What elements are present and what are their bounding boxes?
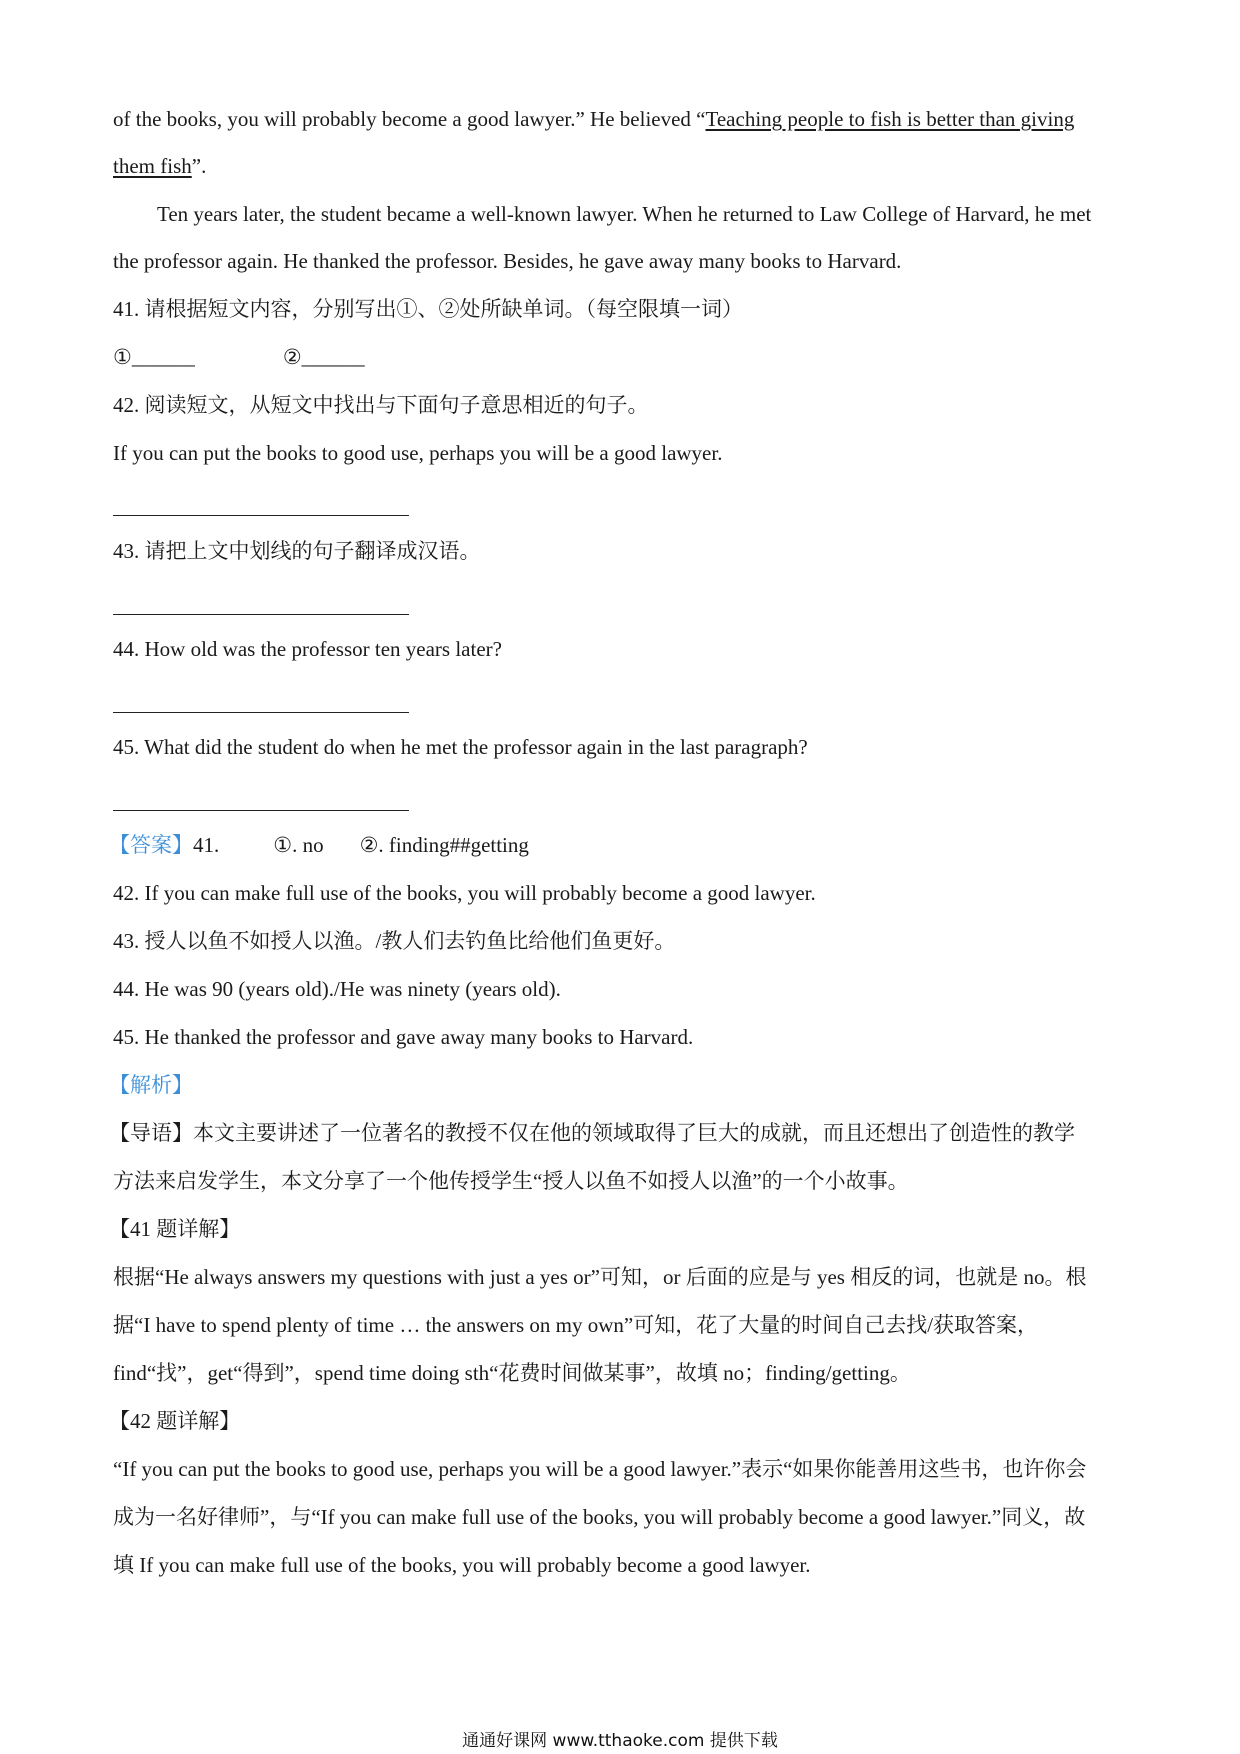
answer-43: 43. 授人以鱼不如授人以渔。/教人们去钓鱼比给他们鱼更好。 [113,929,676,953]
detail-42-title: 【42 题详解】 [109,1409,241,1433]
analysis-intro-line-1: 【导语】本文主要讲述了一位著名的教授不仅在他的领域取得了巨大的成就，而且还想出了创造性的教学 [109,1121,1075,1145]
passage-text: of the books, you will probably become a good lawyer.” He believed “ [113,107,706,131]
answer-label: 【答案】 [109,833,193,857]
answer-41-blank-2: ②. finding##getting [359,833,529,857]
answer-45: 45. He thanked the professor and gave away many books to Harvard. [113,1025,694,1049]
detail-42-line-2: 成为一名好律师”，与“If you can make full use of the books, you will probably become a good lawyer.”同义，故 [113,1505,1086,1529]
question-41-blanks [113,342,365,372]
passage-line-2 [113,151,206,181]
detail-41-title: 【41 题详解】 [109,1217,241,1241]
underlined-sentence-part-1: Teaching people to fish is better than giving [705,107,1075,131]
answer-line-45 [113,810,409,811]
question-45: 45. What did the student do when he met the professor again in the last paragraph? [113,735,808,759]
answer-line-44 [113,712,409,713]
answer-41 [109,830,529,860]
question-41: 41. 请根据短文内容，分别写出①、②处所缺单词。（每空限填一词） [113,297,743,321]
answer-line-43 [113,614,409,615]
blank-2: ②______ [282,345,365,369]
analysis-label: 【解析】 [109,1073,193,1097]
underlined-sentence-part-2: them fish [113,154,192,178]
answer-44: 44. He was 90 (years old)./He was ninety (years old). [113,977,561,1001]
detail-42-line-3: 填 If you can make full use of the books, you will probably become a good lawyer. [113,1553,811,1577]
answer-42: 42. If you can make full use of the books, you will probably become a good lawyer. [113,881,816,905]
answer-line-42 [113,515,409,516]
passage-paragraph-2-line-2: the professor again. He thanked the professor. Besides, he gave away many books to Harvard. [113,249,902,273]
question-42-sentence: If you can put the books to good use, perhaps you will be a good lawyer. [113,441,723,465]
passage-paragraph-2-line-1: Ten years later, the student became a well-known lawyer. When he returned to Law College of Harvard, he met [157,202,1092,226]
analysis-intro-line-2: 方法来启发学生，本文分享了一个他传授学生“授人以鱼不如授人以渔”的一个小故事。 [113,1169,909,1193]
detail-42-line-1: “If you can put the books to good use, perhaps you will be a good lawyer.”表示“如果你能善用这些书，也许你会 [113,1457,1087,1481]
detail-41-line-1: 根据“He always answers my questions with just a yes or”可知，or 后面的应是与 yes 相反的词，也就是 no。根 [113,1265,1087,1289]
page-footer: 通通好课网 www.tthaoke.com 提供下载 [462,1731,778,1751]
question-44: 44. How old was the professor ten years later? [113,637,502,661]
answer-41-number: 41. [193,833,220,857]
question-43: 43. 请把上文中划线的句子翻译成汉语。 [113,539,481,563]
question-42: 42. 阅读短文，从短文中找出与下面句子意思相近的句子。 [113,393,649,417]
passage-text: ”. [191,154,207,178]
blank-1: ①______ [113,345,195,369]
passage-line-1 [113,104,1074,134]
answer-41-blank-1: ①. no [273,833,324,857]
detail-41-line-2: 据“I have to spend plenty of time … the answers on my own”可知，花了大量的时间自己去找/获取答案， [113,1313,1039,1337]
detail-41-line-3: find“找”，get“得到”，spend time doing sth“花费时间做某事”，故填 no；finding/getting。 [113,1361,911,1385]
